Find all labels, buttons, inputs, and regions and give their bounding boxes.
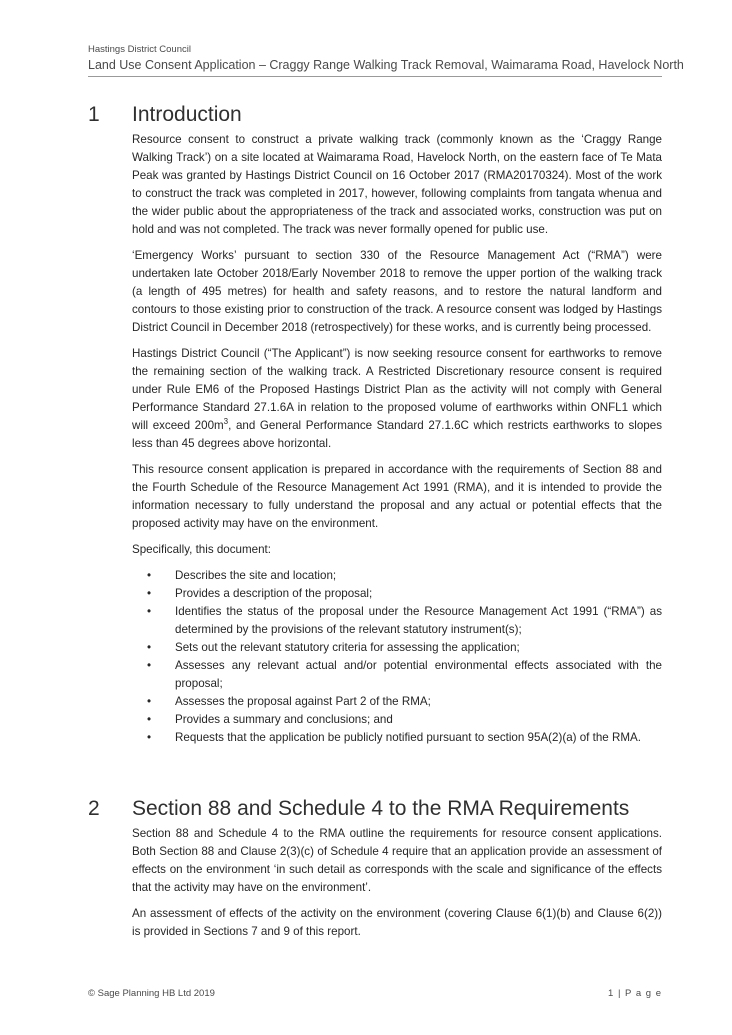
section-1-paragraph-1: Resource consent to construct a private walking track (commonly known as the ‘Craggy Range Walking Track’) on a site located at Waimarama Road, Havelock North, on the eastern face of Te Mata Peak was granted by Hastings District Council on 16 October 2017 (RMA20170324). Most of the work to construct the track was completed in 2017, however, following complaints from tangata whenua and the wider public about the appropriateness of the track and associated works, construction was put on hold and was not completed. The track was never formally opened for public use. xyxy=(132,133,662,236)
section-2-paragraph-2: An assessment of effects of the activity on the environment (covering Clause 6(1)(b) and Clause 6(2)) is provided in Sections 7 and 9 of this report. xyxy=(132,907,662,938)
list-item-text: Identifies the status of the proposal under the Resource Management Act 1991 (“RMA”) as determined by the provisions of the relevant statutory instrument(s); xyxy=(175,605,662,636)
section-2-body xyxy=(132,825,662,949)
section-1-paragraph-2: ‘Emergency Works’ pursuant to section 330 of the Resource Management Act (“RMA”) were undertaken late October 2018/Early November 2018 to remove the upper portion of the walking track (a length of 495 metres) for health and safety reasons, and to restore the natural landform and contours to those existing prior to construction of the track. A resource consent was lodged by Hastings District Council in December 2018 (retrospectively) for these works, and is currently being processed. xyxy=(132,249,662,334)
section-1-heading xyxy=(88,102,242,128)
section-2-title: Section 88 and Schedule 4 to the RMA Requirements xyxy=(132,797,630,820)
paragraph-3-text: Hastings District Council (“The Applicant”) is now seeking resource consent for earthworks to remove the remaining section of the walking track. A Restricted Discretionary resource consent is required under Rule EM6 of the Proposed Hastings District Plan as the activity will not comply with General Performance Standard 27.1.6A in relation to the proposed volume of earthworks within ONFL1 which will exceed 200m xyxy=(132,347,662,432)
footer-copyright: © Sage Planning HB Ltd 2019 xyxy=(88,988,215,999)
bullet-icon: • xyxy=(147,605,152,618)
section-2-heading xyxy=(88,796,629,822)
bullet-icon: • xyxy=(147,731,152,744)
list-item-text: Provides a summary and conclusions; and xyxy=(175,713,393,726)
section-1-number: 1 xyxy=(88,103,100,126)
list-item xyxy=(132,585,662,603)
list-item xyxy=(132,657,662,693)
bullet-icon: • xyxy=(147,713,152,726)
list-item xyxy=(132,603,662,639)
list-item-text: Requests that the application be publicly notified pursuant to section 95A(2)(a) of the RMA. xyxy=(175,731,641,744)
list-item xyxy=(132,693,662,711)
section-1-title: Introduction xyxy=(132,103,242,126)
bullet-icon: • xyxy=(147,641,152,654)
list-item-text: Provides a description of the proposal; xyxy=(175,587,373,600)
header-document-title: Land Use Consent Application – Craggy Range Walking Track Removal, Waimarama Road, Havelock North xyxy=(88,57,662,77)
section-2-paragraph-1: Section 88 and Schedule 4 to the RMA outline the requirements for resource consent applications. Both Section 88 and Clause 2(3)(c) of Schedule 4 require that an application provide an assessment of effects on the environment ‘in such detail as corresponds with the scale and significance of the effects that the activity may have on the environment’. xyxy=(132,827,662,894)
list-item-text: Sets out the relevant statutory criteria for assessing the application; xyxy=(175,641,520,654)
list-item-text: Assesses any relevant actual and/or potential environmental effects associated with the proposal; xyxy=(175,659,662,690)
list-item xyxy=(132,567,662,585)
list-item-text: Describes the site and location; xyxy=(175,569,337,582)
section-1-paragraph-3 xyxy=(132,345,662,453)
bullet-list xyxy=(132,567,662,747)
section-2-number: 2 xyxy=(88,797,100,820)
list-item xyxy=(132,729,662,747)
list-item xyxy=(132,639,662,657)
bullet-icon: • xyxy=(147,587,152,600)
paragraph-3-text-continued: , and General Performance Standard 27.1.6C which restricts earthworks to slopes less than 45 degrees above horizontal. xyxy=(132,419,662,450)
section-1-paragraph-4: This resource consent application is prepared in accordance with the requirements of Section 88 and the Fourth Schedule of the Resource Management Act 1991 (RMA), and it is intended to provide the information necessary to fully understand the proposal and any actual or potential effects that the proposed activity may have on the environment. xyxy=(132,463,662,530)
superscript-3: 3 xyxy=(223,417,229,427)
page-number: 1 | P a g e xyxy=(608,988,662,999)
list-item xyxy=(132,711,662,729)
bullet-icon: • xyxy=(147,695,152,708)
section-1-body xyxy=(132,131,662,747)
header-organization: Hastings District Council xyxy=(88,44,191,55)
list-item-text: Assesses the proposal against Part 2 of the RMA; xyxy=(175,695,431,708)
bullet-icon: • xyxy=(147,569,152,582)
page-header xyxy=(88,44,684,77)
bullet-icon: • xyxy=(147,659,152,672)
list-intro: Specifically, this document: xyxy=(132,543,271,556)
